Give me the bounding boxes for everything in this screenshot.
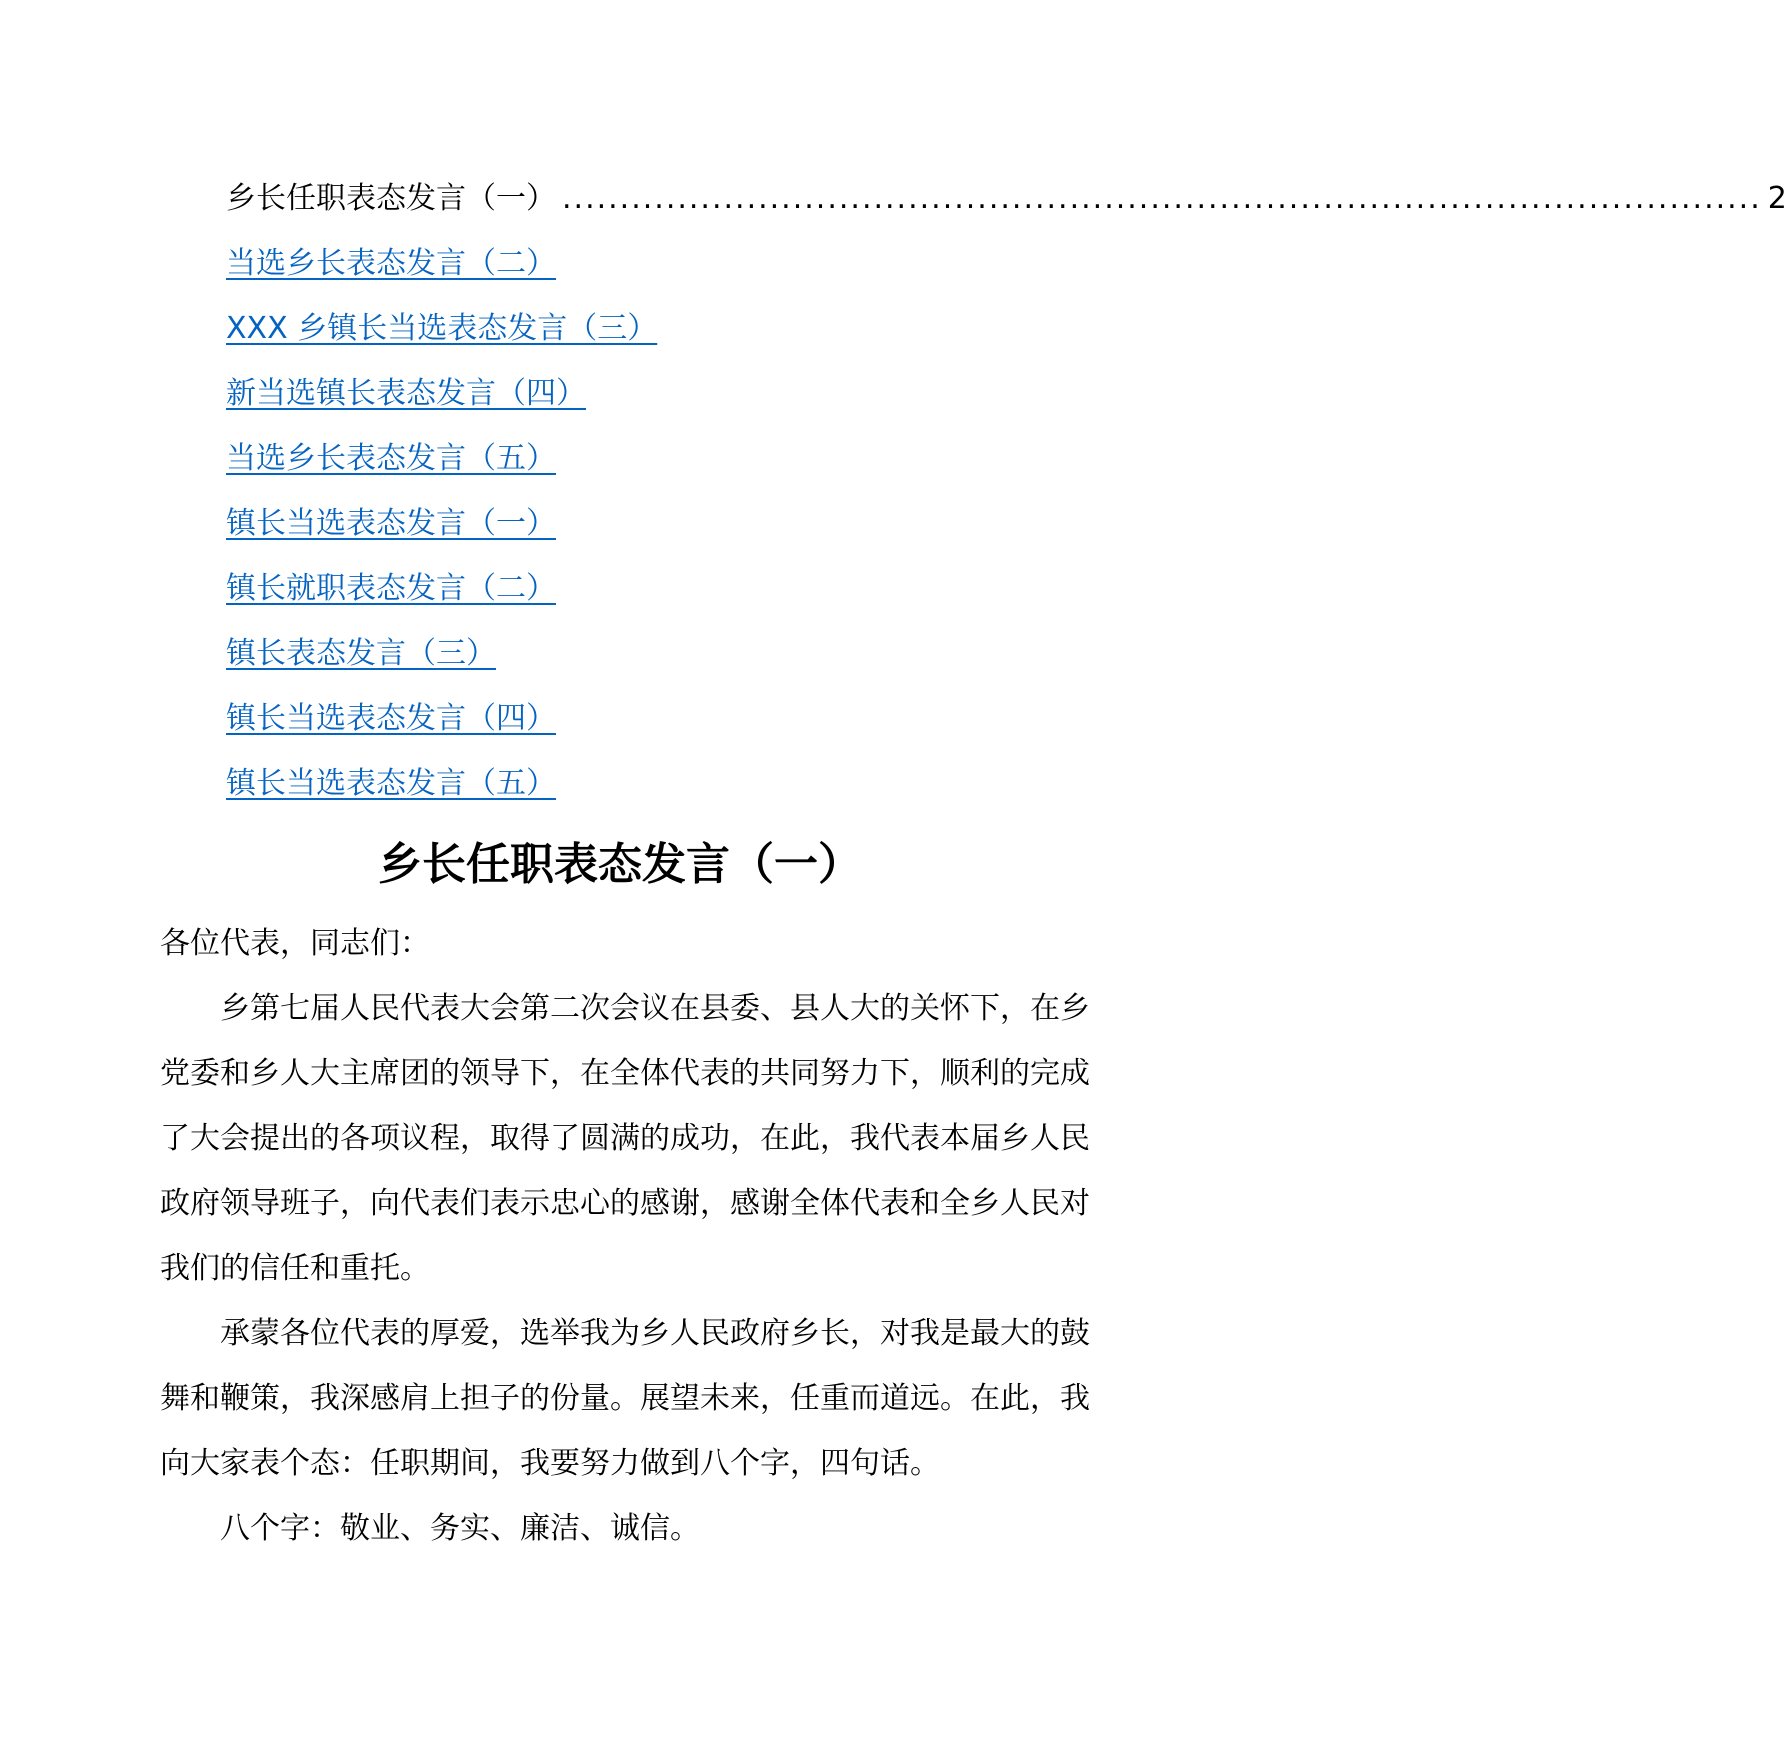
table-of-contents <box>226 166 1787 816</box>
toc-link[interactable]: 镇长当选表态发言（五） <box>226 766 556 801</box>
toc-entry-3[interactable] <box>226 296 1026 361</box>
toc-entry-4[interactable] <box>226 361 1026 426</box>
toc-entry-10[interactable] <box>226 751 1026 816</box>
toc-link[interactable]: 镇长就职表态发言（二） <box>226 571 556 606</box>
toc-dot-leader: ........................................................................................................ <box>562 181 1762 216</box>
toc-link[interactable]: 当选乡长表态发言（五） <box>226 441 556 476</box>
document-title: 乡长任职表态发言（一） <box>378 839 862 890</box>
toc-entry-8[interactable] <box>226 621 1026 686</box>
toc-entry-2[interactable] <box>226 231 1026 296</box>
toc-entry-7[interactable] <box>226 556 1026 621</box>
toc-entry-5[interactable] <box>226 426 1026 491</box>
document-body <box>160 911 1090 1561</box>
body-paragraph: 八个字：敬业、务实、廉洁、诚信。 <box>220 1511 700 1546</box>
toc-entry-title: 乡长任职表态发言（一） <box>226 181 556 216</box>
toc-entry-9[interactable] <box>226 686 1026 751</box>
toc-link[interactable]: 当选乡长表态发言（二） <box>226 246 556 281</box>
toc-link[interactable]: 镇长当选表态发言（一） <box>226 506 556 541</box>
body-paragraph: 承蒙各位代表的厚爱，选举我为乡人民政府乡长，对我是最大的鼓舞和鞭策，我深感肩上担子的份量。展望未来，任重而道远。在此，我向大家表个态：任职期间，我要努力做到八个字，四句话。 <box>160 1316 1090 1481</box>
body-paragraph: 乡第七届人民代表大会第二次会议在县委、县人大的关怀下，在乡党委和乡人大主席团的领导下，在全体代表的共同努力下，顺利的完成了大会提出的各项议程，取得了圆满的成功，在此，我代表本届乡人民政府领导班子，向代表们表示忠心的感谢，感谢全体代表和全乡人民对我们的信任和重托。 <box>160 991 1090 1286</box>
toc-link[interactable]: 镇长表态发言（三） <box>226 636 496 671</box>
toc-link[interactable]: 新当选镇长表态发言（四） <box>226 376 586 411</box>
toc-page-number: 2 <box>1767 181 1787 216</box>
salutation: 各位代表，同志们： <box>160 926 430 961</box>
toc-entry-6[interactable] <box>226 491 1026 556</box>
toc-link[interactable]: 镇长当选表态发言（四） <box>226 701 556 736</box>
toc-entry-1[interactable] <box>226 166 1787 231</box>
toc-link[interactable]: XXX 乡镇长当选表态发言（三） <box>226 311 658 346</box>
